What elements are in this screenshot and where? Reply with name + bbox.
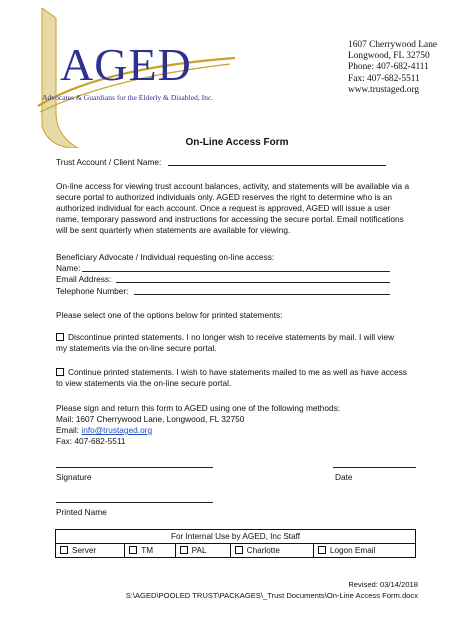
return-email [56, 425, 436, 436]
staff-use-table [55, 529, 416, 558]
option-continue [56, 367, 436, 389]
footer-revised: Revised: 03/14/2018 [348, 580, 418, 589]
signature-label: Signature [56, 472, 92, 482]
intro-line: will be sent quarterly when statements are available for viewing. [56, 225, 291, 235]
staff-option-pal[interactable] [175, 544, 230, 558]
staff-option-server[interactable] [56, 544, 125, 558]
staff-option-tm[interactable] [125, 544, 175, 558]
discontinue-checkbox[interactable] [56, 333, 64, 341]
checkbox-icon[interactable] [129, 546, 137, 554]
intro-line: On-line access for viewing trust account balances, activity, and statements will be available via a [56, 181, 410, 191]
option-continue-line: to view statements via the on-line secure portal. [56, 378, 232, 388]
intro-line: name, temporary password and instructions for accessing the secure portal. Email notifications [56, 214, 404, 224]
date-label: Date [335, 472, 353, 482]
beneficiary-heading: Beneficiary Advocate / Individual requesting on-line access: [56, 252, 275, 262]
options-intro: Please select one of the options below for printed statements: [56, 310, 283, 320]
intro-line: secure portal to authorized individuals only. AGED reserves the right to determine who is an [56, 192, 393, 202]
logo-wordmark: AGED [60, 39, 192, 90]
signature-field[interactable] [56, 467, 213, 468]
staff-option-label: PAL [191, 546, 207, 555]
form-title: On-Line Access Form [185, 137, 289, 148]
contact-website: www.trustaged.org [348, 84, 420, 95]
footer-file-path: S:\AGED\POOLED TRUST\PACKAGES\_Trust Documents\On-Line Access Form.docx [125, 591, 418, 600]
contact-phone: Phone: 407-682-4111 [348, 62, 429, 73]
continue-checkbox[interactable] [56, 368, 64, 376]
staff-option-label: Charlotte [246, 546, 280, 555]
checkbox-icon[interactable] [318, 546, 326, 554]
name-label: Name: [56, 263, 81, 273]
logo-tagline: Advocates & Guardians for the Elderly & Disabled, Inc. [42, 93, 214, 102]
telephone-label: Telephone Number: [56, 286, 129, 296]
intro-line: authorized individual for each account. Once a request is approved, AGED will issue a user [56, 203, 391, 213]
return-email-label: Email: [56, 425, 80, 435]
trust-account-label: Trust Account / Client Name: [56, 157, 162, 167]
trust-account-field[interactable] [168, 165, 386, 166]
option-continue-line: Continue printed statements. I wish to have statements mailed to me as well as have access [68, 367, 407, 377]
checkbox-icon[interactable] [60, 546, 68, 554]
staff-option-charlotte[interactable] [230, 544, 313, 558]
contact-city: Longwood, FL 32750 [348, 51, 430, 62]
contact-block [348, 40, 437, 96]
email-field[interactable] [116, 282, 390, 283]
staff-option-label: TM [141, 546, 154, 555]
checkbox-icon[interactable] [235, 546, 243, 554]
option-discontinue [56, 332, 436, 354]
email-link[interactable]: info@trustaged.org [81, 425, 153, 435]
return-methods [56, 403, 436, 447]
name-field[interactable] [82, 271, 390, 272]
return-fax: Fax: 407-682-5511 [56, 436, 126, 446]
printed-name-field[interactable] [56, 502, 213, 503]
staff-option-label: Server [72, 546, 97, 555]
staff-option-logon-email[interactable] [313, 544, 415, 558]
logo [30, 8, 300, 148]
telephone-field[interactable] [134, 294, 390, 295]
staff-table-header: For Internal Use by AGED, Inc Staff [56, 530, 416, 544]
date-field[interactable] [333, 467, 416, 468]
contact-street: 1607 Cherrywood Lane [348, 40, 438, 50]
checkbox-icon[interactable] [180, 546, 188, 554]
option-discontinue-line: my statements via the on-line secure portal. [56, 343, 217, 353]
printed-name-label: Printed Name [56, 507, 107, 517]
staff-option-label: Logon Email [329, 546, 376, 555]
intro-paragraph [56, 181, 436, 236]
contact-fax: Fax: 407-682-5511 [348, 73, 420, 84]
email-label: Email Address: [56, 274, 112, 284]
return-intro: Please sign and return this form to AGED using one of the following methods: [56, 403, 341, 413]
return-mail: Mail: 1607 Cherrywood Lane, Longwood, FL 32750 [56, 414, 245, 424]
option-discontinue-line: Discontinue printed statements. I no longer wish to receive statements by mail. I will view [68, 332, 395, 342]
